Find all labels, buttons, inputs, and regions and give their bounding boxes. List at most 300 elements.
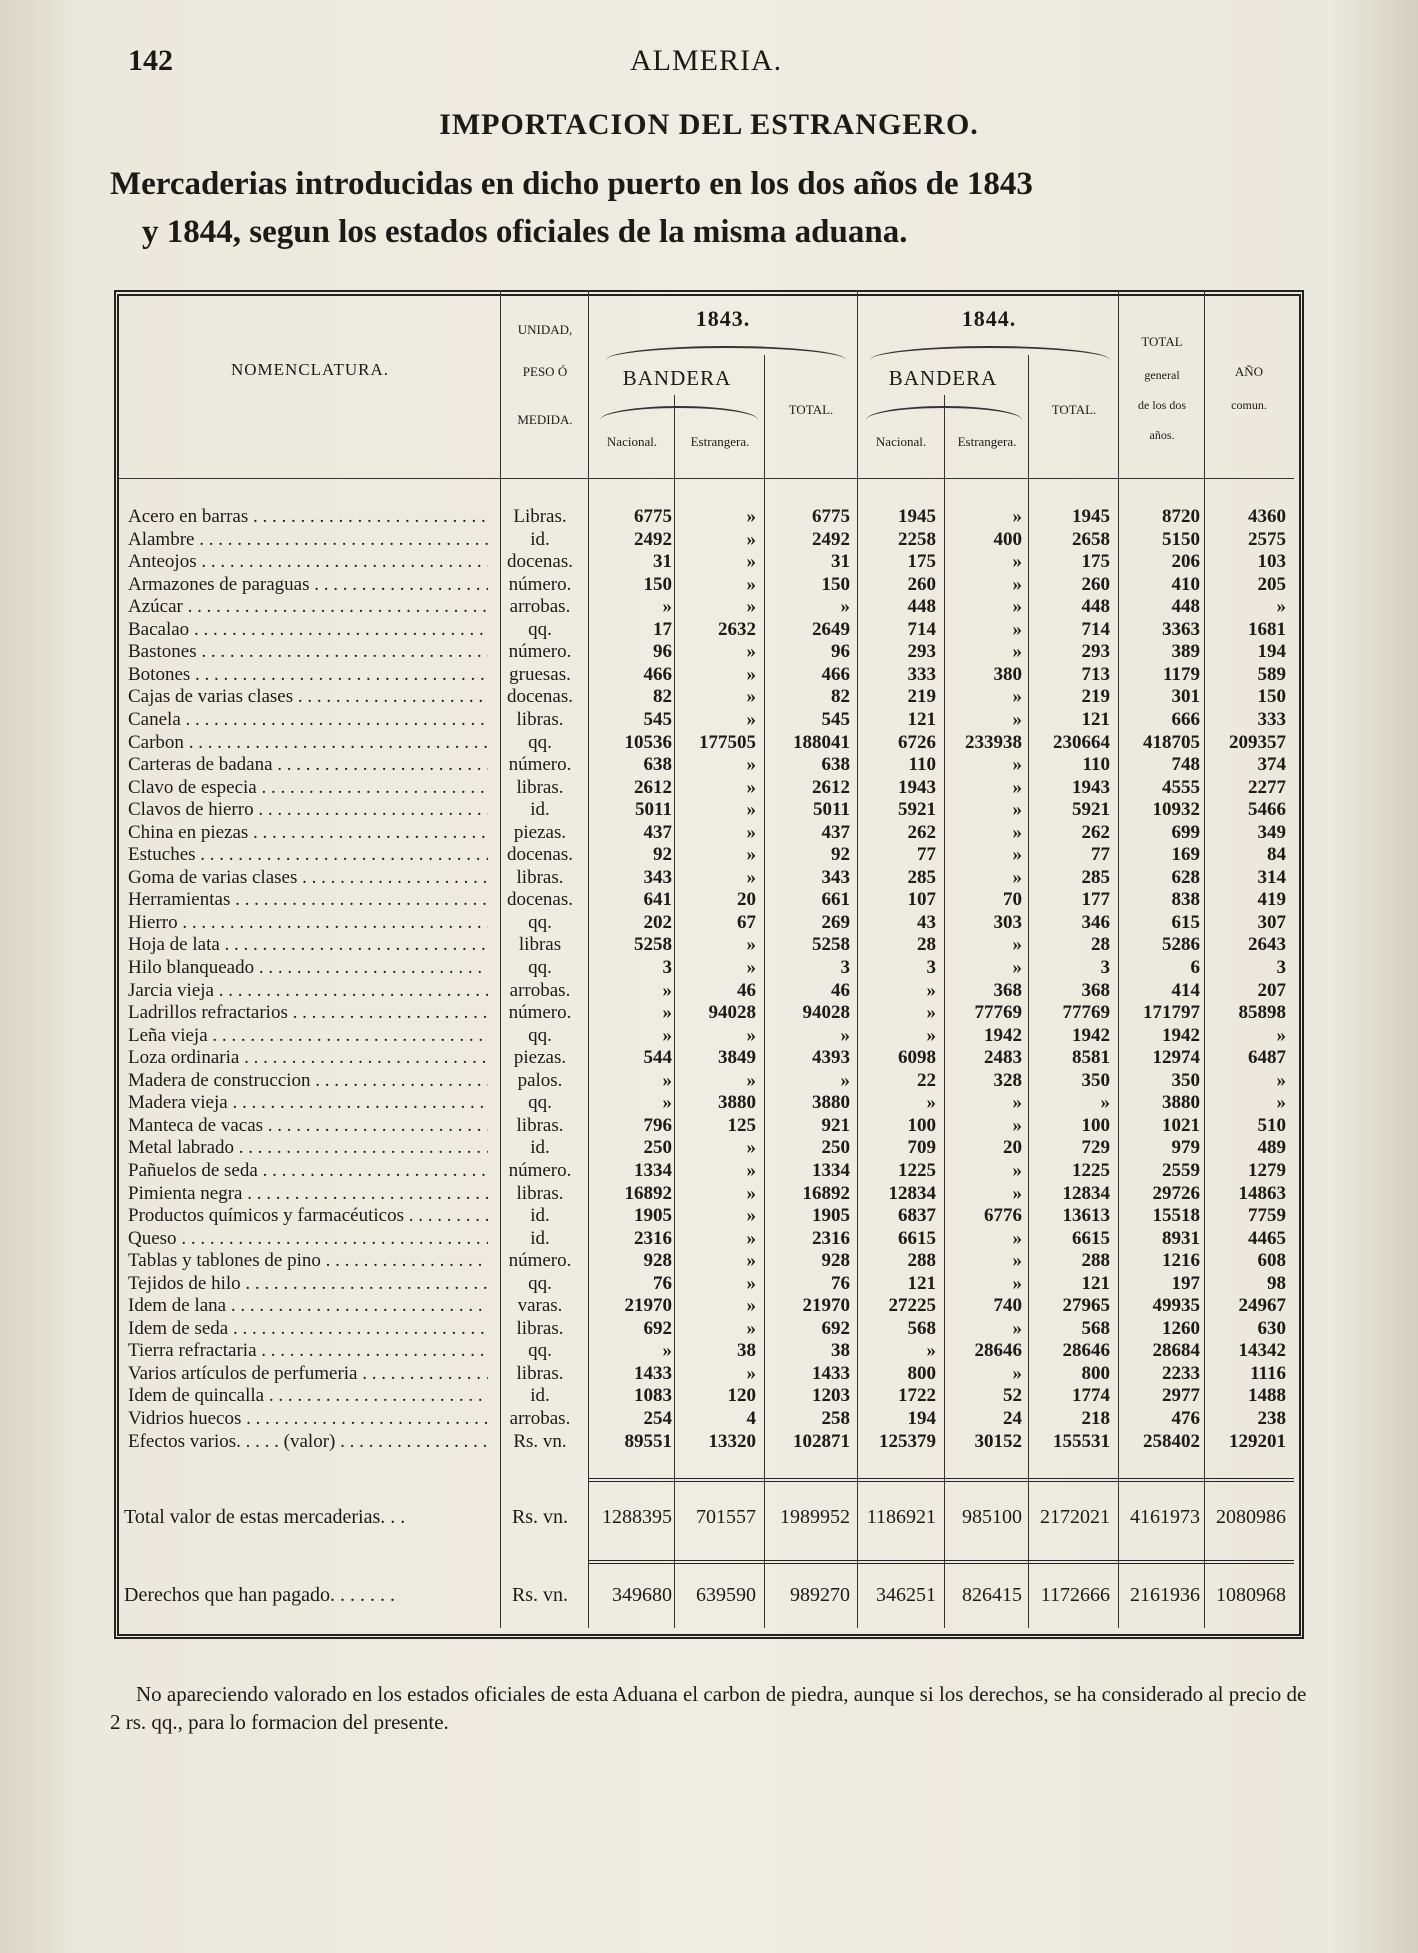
row-value: 414 bbox=[1171, 979, 1200, 1001]
row-value: » bbox=[926, 1024, 936, 1046]
row-value: 3363 bbox=[1162, 618, 1200, 640]
row-value: » bbox=[1012, 686, 1022, 708]
row-value: 28 bbox=[917, 934, 936, 956]
row-value: 5011 bbox=[635, 799, 672, 821]
row-nomenclatura: Loza ordinaria . . . bbox=[128, 1047, 488, 1069]
row-value: 630 bbox=[1257, 1317, 1286, 1339]
row-unidad: id. bbox=[530, 799, 550, 821]
row-value: 1260 bbox=[1162, 1317, 1200, 1339]
row-value: 219 bbox=[1081, 686, 1110, 708]
row-value: 205 bbox=[1257, 573, 1286, 595]
row-value: 38 bbox=[737, 1340, 756, 1362]
row-value: 107 bbox=[907, 889, 936, 911]
row-value: 169 bbox=[1171, 844, 1200, 866]
row-unidad: qq. bbox=[528, 1092, 552, 1114]
row-unidad: Libras. bbox=[513, 506, 567, 527]
page-number: 142 bbox=[128, 44, 173, 77]
row-nomenclatura: Tierra refractaria . . . bbox=[128, 1340, 488, 1362]
total_row-value: 1989952 bbox=[780, 1506, 850, 1528]
row-value: 714 bbox=[1081, 618, 1110, 640]
row-value: 5921 bbox=[898, 799, 936, 821]
row-value: 82 bbox=[831, 686, 850, 708]
row-value: 285 bbox=[907, 866, 936, 888]
row-nomenclatura: Azúcar . . . bbox=[128, 596, 488, 618]
row-value: » bbox=[746, 866, 756, 888]
row-unidad: arrobas. bbox=[509, 1408, 571, 1429]
row-value: 729 bbox=[1081, 1137, 1110, 1159]
row-value: 5921 bbox=[1072, 799, 1110, 821]
total-1844: TOTAL. bbox=[1051, 402, 1097, 417]
total-general-1: TOTAL bbox=[1141, 334, 1183, 349]
row-value: » bbox=[840, 1069, 850, 1091]
row-value: 6098 bbox=[898, 1047, 936, 1069]
row-unidad: gruesas. bbox=[509, 663, 571, 685]
row-value: 1905 bbox=[812, 1205, 850, 1227]
row-value: » bbox=[746, 641, 756, 663]
row-value: » bbox=[1012, 1159, 1022, 1181]
row-nomenclatura: Vidrios huecos . . . bbox=[128, 1408, 488, 1430]
row-value: » bbox=[746, 799, 756, 821]
row-nomenclatura: Efectos varios. . . . . (valor) . . . bbox=[128, 1431, 488, 1453]
row-value: 258 bbox=[821, 1408, 850, 1429]
row-value: 400 bbox=[993, 528, 1022, 550]
bandera-1844: BANDERA bbox=[888, 366, 998, 390]
row-value: 638 bbox=[821, 754, 850, 776]
row-value: 194 bbox=[907, 1408, 936, 1429]
row-value: » bbox=[1012, 596, 1022, 618]
row-value: 3880 bbox=[812, 1092, 850, 1114]
row-value: 307 bbox=[1257, 911, 1286, 933]
row-value: 1942 bbox=[1072, 1024, 1110, 1046]
row-value: 31 bbox=[831, 551, 850, 573]
row-value: 100 bbox=[1081, 1114, 1110, 1136]
row-value: 368 bbox=[1081, 979, 1110, 1001]
row-value: 102871 bbox=[793, 1430, 850, 1452]
row-value: 10932 bbox=[1152, 799, 1200, 821]
total_row-value: 2172021 bbox=[1040, 1506, 1110, 1528]
row-value: 350 bbox=[1171, 1069, 1200, 1091]
row-value: 94028 bbox=[708, 1002, 756, 1024]
row-value: 1942 bbox=[984, 1024, 1022, 1046]
row-value: » bbox=[1012, 1182, 1022, 1204]
row-value: 8720 bbox=[1162, 506, 1200, 527]
row-value: 5466 bbox=[1248, 799, 1286, 821]
row-unidad: libras. bbox=[516, 776, 564, 798]
row-value: 29726 bbox=[1152, 1182, 1200, 1204]
row-value: » bbox=[746, 1227, 756, 1249]
row-unidad: varas. bbox=[517, 1295, 563, 1317]
row-value: 288 bbox=[907, 1250, 936, 1272]
row-value: 748 bbox=[1171, 754, 1200, 776]
row-value: 6837 bbox=[898, 1205, 936, 1227]
year-1844: 1844. bbox=[961, 306, 1017, 331]
row-value: 121 bbox=[907, 1272, 936, 1294]
row-value: 12974 bbox=[1152, 1047, 1200, 1069]
row-value: 6775 bbox=[812, 506, 850, 527]
row-value: 1216 bbox=[1162, 1250, 1200, 1272]
row-value: 437 bbox=[821, 821, 850, 843]
row-value: 796 bbox=[643, 1114, 672, 1136]
row-value: 740 bbox=[993, 1295, 1022, 1317]
row-value: 389 bbox=[1171, 641, 1200, 663]
row-unidad: qq. bbox=[528, 1272, 552, 1294]
row-value: 2643 bbox=[1248, 934, 1286, 956]
row-value: » bbox=[662, 979, 672, 1001]
row-value: 3880 bbox=[1162, 1092, 1200, 1114]
row-value: 38 bbox=[831, 1340, 850, 1362]
row-value: 545 bbox=[821, 708, 850, 730]
row-value: 628 bbox=[1171, 866, 1200, 888]
row-value: 448 bbox=[1081, 596, 1110, 618]
row-unidad: id. bbox=[530, 528, 550, 550]
derechos_row-value: 346251 bbox=[876, 1584, 936, 1606]
row-value: 489 bbox=[1257, 1137, 1286, 1159]
row-value: 437 bbox=[643, 821, 672, 843]
row-value: 209357 bbox=[1229, 731, 1286, 753]
row-value: 476 bbox=[1171, 1408, 1200, 1429]
total_row-value: 4161973 bbox=[1130, 1506, 1200, 1528]
row-value: 150 bbox=[643, 573, 672, 595]
row-unidad: libras. bbox=[516, 866, 564, 888]
row-value: 921 bbox=[821, 1114, 850, 1136]
row-value: 262 bbox=[1081, 821, 1110, 843]
row-value: 2612 bbox=[812, 776, 850, 798]
row-value: 110 bbox=[908, 754, 936, 776]
row-value: 3 bbox=[1100, 957, 1110, 978]
row-nomenclatura: Leña vieja . . . bbox=[128, 1025, 488, 1047]
row-value: 3880 bbox=[718, 1092, 756, 1114]
row-value: 1021 bbox=[1162, 1114, 1200, 1136]
row-value: » bbox=[926, 1340, 936, 1362]
row-value: » bbox=[746, 1159, 756, 1181]
row-value: 1225 bbox=[898, 1159, 936, 1181]
ano-comun-2: comun. bbox=[1231, 398, 1267, 412]
derechos_row-value: 1172666 bbox=[1040, 1584, 1110, 1606]
total-label: Total valor de estas mercaderias. . . bbox=[124, 1506, 406, 1528]
row-unidad: número. bbox=[508, 754, 572, 776]
row-value: 43 bbox=[917, 911, 936, 933]
row-value: 349 bbox=[1257, 821, 1286, 843]
row-value: 14863 bbox=[1238, 1182, 1286, 1204]
row-value: 1945 bbox=[898, 506, 936, 527]
row-value: 1722 bbox=[898, 1385, 936, 1407]
row-value: » bbox=[746, 1317, 756, 1339]
row-value: 6487 bbox=[1248, 1047, 1286, 1069]
row-nomenclatura: Tejidos de hilo . . . bbox=[128, 1273, 488, 1295]
row-value: 110 bbox=[1082, 754, 1110, 776]
row-nomenclatura: Manteca de vacas . . . bbox=[128, 1115, 488, 1137]
row-nomenclatura: Estuches . . . bbox=[128, 844, 488, 866]
row-value: » bbox=[746, 573, 756, 595]
row-value: 301 bbox=[1171, 686, 1200, 708]
subtitle-line-2: y 1844, segun los estados oficiales de la misma aduana. bbox=[142, 214, 908, 250]
row-value: 238 bbox=[1257, 1408, 1286, 1429]
row-value: 2612 bbox=[634, 776, 672, 798]
row-value: 5286 bbox=[1162, 934, 1200, 956]
row-value: 218 bbox=[1081, 1408, 1110, 1429]
row-value: » bbox=[1012, 1272, 1022, 1294]
row-value: 1942 bbox=[1162, 1024, 1200, 1046]
row-value: 175 bbox=[907, 551, 936, 573]
row-value: 28646 bbox=[974, 1340, 1022, 1362]
row-value: » bbox=[840, 596, 850, 618]
row-unidad: libras. bbox=[516, 708, 564, 730]
row-value: 171797 bbox=[1143, 1002, 1200, 1024]
derechos-label: Derechos que han pagado. . . . . . . bbox=[124, 1584, 396, 1606]
row-nomenclatura: Tablas y tablones de pino . . . bbox=[128, 1250, 488, 1272]
row-value: 129201 bbox=[1229, 1430, 1286, 1452]
row-value: 16892 bbox=[624, 1182, 672, 1204]
row-value: 1083 bbox=[634, 1385, 672, 1407]
row-value: 333 bbox=[907, 663, 936, 685]
row-value: » bbox=[1012, 618, 1022, 640]
row-nomenclatura: Idem de seda . . . bbox=[128, 1318, 488, 1340]
row-value: » bbox=[926, 1002, 936, 1024]
row-unidad: arrobas. bbox=[509, 596, 571, 618]
row-value: 1179 bbox=[1163, 663, 1200, 685]
running-title: ALMERIA. bbox=[630, 44, 783, 77]
row-value: 2492 bbox=[634, 528, 672, 550]
row-value: 713 bbox=[1081, 663, 1110, 685]
row-value: 699 bbox=[1171, 821, 1200, 843]
row-value: » bbox=[746, 1362, 756, 1384]
row-unidad: libras. bbox=[516, 1317, 564, 1339]
row-value: 24967 bbox=[1238, 1295, 1286, 1317]
row-value: 175 bbox=[1081, 551, 1110, 573]
row-nomenclatura: Clavo de especia . . . bbox=[128, 777, 488, 799]
row-value: » bbox=[662, 1340, 672, 1362]
row-value: » bbox=[1012, 1317, 1022, 1339]
row-value: 260 bbox=[1081, 573, 1110, 595]
row-value: » bbox=[1012, 934, 1022, 956]
row-value: 1279 bbox=[1248, 1159, 1286, 1181]
row-value: 328 bbox=[993, 1069, 1022, 1091]
row-value: » bbox=[1012, 754, 1022, 776]
row-value: 31 bbox=[653, 551, 672, 573]
row-nomenclatura: China en piezas . . . bbox=[128, 822, 488, 844]
row-value: 77769 bbox=[1062, 1002, 1110, 1024]
row-value: 197 bbox=[1171, 1272, 1200, 1294]
row-value: 666 bbox=[1171, 708, 1200, 730]
row-unidad: palos. bbox=[517, 1069, 563, 1091]
row-value: 77 bbox=[917, 844, 936, 866]
row-value: 94028 bbox=[802, 1002, 850, 1024]
row-value: 219 bbox=[907, 686, 936, 708]
row-unidad: libras. bbox=[516, 1114, 564, 1136]
row-value: 1334 bbox=[812, 1159, 850, 1181]
row-value: 27965 bbox=[1062, 1295, 1110, 1317]
row-value: 800 bbox=[1081, 1362, 1110, 1384]
row-value: 121 bbox=[1081, 1272, 1110, 1294]
derechos-rule bbox=[588, 1560, 1294, 1564]
row-value: 3 bbox=[840, 957, 850, 978]
row-value: 89551 bbox=[624, 1430, 672, 1452]
row-value: » bbox=[662, 1002, 672, 1024]
row-unidad: libras. bbox=[516, 1182, 564, 1204]
row-value: 568 bbox=[907, 1317, 936, 1339]
row-value: » bbox=[746, 596, 756, 618]
row-value: 207 bbox=[1257, 979, 1286, 1001]
row-value: 7759 bbox=[1248, 1205, 1286, 1227]
total-general-4: años. bbox=[1149, 428, 1175, 442]
row-unidad: qq. bbox=[528, 618, 552, 640]
row-value: 1681 bbox=[1248, 618, 1286, 640]
row-value: 27225 bbox=[888, 1295, 936, 1317]
derechos-unit: Rs. vn. bbox=[511, 1584, 569, 1606]
row-value: » bbox=[746, 754, 756, 776]
row-value: 2277 bbox=[1248, 776, 1286, 798]
year-1843: 1843. bbox=[695, 306, 751, 331]
estrangera-1844: Estrangera. bbox=[957, 434, 1017, 449]
derechos_row-value: 349680 bbox=[612, 1584, 672, 1606]
row-value: 155531 bbox=[1053, 1430, 1110, 1452]
row-value: » bbox=[1012, 799, 1022, 821]
row-value: 52 bbox=[1003, 1385, 1022, 1407]
row-value: 8581 bbox=[1072, 1047, 1110, 1069]
total-general-2: general bbox=[1144, 368, 1180, 382]
row-value: » bbox=[1012, 866, 1022, 888]
row-value: 2233 bbox=[1162, 1362, 1200, 1384]
row-nomenclatura: Acero en barras . . . bbox=[128, 506, 488, 528]
row-value: 1943 bbox=[1072, 776, 1110, 798]
row-value: 21970 bbox=[802, 1295, 850, 1317]
row-value: 28646 bbox=[1062, 1340, 1110, 1362]
row-value: 5150 bbox=[1162, 528, 1200, 550]
row-unidad: qq. bbox=[528, 1340, 552, 1362]
row-value: 589 bbox=[1257, 663, 1286, 685]
row-value: 2559 bbox=[1162, 1159, 1200, 1181]
derechos_row-value: 989270 bbox=[790, 1584, 850, 1606]
row-value: 1488 bbox=[1248, 1385, 1286, 1407]
row-value: 76 bbox=[653, 1272, 672, 1294]
row-nomenclatura: Cajas de varias clases . . . bbox=[128, 686, 488, 708]
row-value: 2658 bbox=[1072, 528, 1110, 550]
row-value: 2483 bbox=[984, 1047, 1022, 1069]
row-value: 6726 bbox=[898, 731, 936, 753]
row-value: 206 bbox=[1171, 551, 1200, 573]
row-value: » bbox=[746, 506, 756, 527]
subtitle-line-1: Mercaderias introducidas en dicho puerto en los dos años de 1843 bbox=[110, 166, 1033, 202]
row-value: » bbox=[1012, 708, 1022, 730]
row-value: 3849 bbox=[718, 1047, 756, 1069]
row-value: 125 bbox=[727, 1114, 756, 1136]
row-value: 20 bbox=[1003, 1137, 1022, 1159]
row-value: » bbox=[662, 1024, 672, 1046]
row-value: 188041 bbox=[793, 731, 850, 753]
total_row-value: 2080986 bbox=[1216, 1506, 1286, 1528]
total_row-value: 701557 bbox=[696, 1506, 756, 1528]
row-value: 714 bbox=[907, 618, 936, 640]
row-value: 269 bbox=[821, 911, 850, 933]
row-value: 568 bbox=[1081, 1317, 1110, 1339]
row-value: 10536 bbox=[624, 731, 672, 753]
row-value: 928 bbox=[643, 1250, 672, 1272]
row-value: 100 bbox=[907, 1114, 936, 1136]
row-value: » bbox=[746, 821, 756, 843]
row-value: » bbox=[746, 1069, 756, 1091]
row-value: 202 bbox=[643, 911, 672, 933]
row-value: 67 bbox=[737, 911, 756, 933]
row-value: 3 bbox=[926, 957, 936, 978]
row-value: 5258 bbox=[634, 934, 672, 956]
row-value: 4 bbox=[746, 1408, 756, 1429]
row-nomenclatura: Metal labrado . . . bbox=[128, 1137, 488, 1159]
row-value: 418705 bbox=[1143, 731, 1200, 753]
row-value: 333 bbox=[1257, 708, 1286, 730]
estrangera-1843: Estrangera. bbox=[690, 434, 750, 449]
row-value: 5258 bbox=[812, 934, 850, 956]
row-value: » bbox=[1012, 821, 1022, 843]
row-nomenclatura: Idem de quincalla . . . bbox=[128, 1385, 488, 1407]
total_row-value: 985100 bbox=[962, 1506, 1022, 1528]
row-value: 120 bbox=[727, 1385, 756, 1407]
row-value: 638 bbox=[643, 754, 672, 776]
row-value: » bbox=[1012, 1227, 1022, 1249]
row-nomenclatura: Armazones de paraguas . . . bbox=[128, 574, 488, 596]
row-value: 85898 bbox=[1238, 1002, 1286, 1024]
row-value: » bbox=[746, 957, 756, 978]
row-unidad: arrobas. bbox=[509, 979, 571, 1001]
row-value: 928 bbox=[821, 1250, 850, 1272]
row-value: 16892 bbox=[802, 1182, 850, 1204]
row-value: 49935 bbox=[1152, 1295, 1200, 1317]
row-value: 3 bbox=[662, 957, 672, 978]
row-value: 1433 bbox=[812, 1362, 850, 1384]
row-value: 419 bbox=[1257, 889, 1286, 911]
row-value: 254 bbox=[643, 1408, 672, 1429]
row-unidad: docenas. bbox=[507, 686, 573, 708]
row-value: 6775 bbox=[634, 506, 672, 527]
row-value: 288 bbox=[1081, 1250, 1110, 1272]
row-value: 121 bbox=[1081, 708, 1110, 730]
row-nomenclatura: Pimienta negra . . . bbox=[128, 1183, 488, 1205]
row-nomenclatura: Hierro . . . bbox=[128, 912, 488, 934]
row-value: 76 bbox=[831, 1272, 850, 1294]
row-value: » bbox=[662, 596, 672, 618]
row-unidad: qq. bbox=[528, 911, 552, 933]
row-value: » bbox=[1276, 596, 1286, 618]
row-value: 410 bbox=[1171, 573, 1200, 595]
row-value: » bbox=[746, 1137, 756, 1159]
row-value: » bbox=[1012, 1362, 1022, 1384]
row-value: 2977 bbox=[1162, 1385, 1200, 1407]
row-value: 20 bbox=[737, 889, 756, 911]
subtitle bbox=[110, 160, 1310, 256]
row-nomenclatura: Madera de construccion . . . bbox=[128, 1070, 488, 1092]
row-value: 15518 bbox=[1152, 1205, 1200, 1227]
row-value: » bbox=[1012, 957, 1022, 978]
row-value: » bbox=[840, 1024, 850, 1046]
row-value: 250 bbox=[643, 1137, 672, 1159]
row-nomenclatura: Ladrillos refractarios . . . bbox=[128, 1002, 488, 1024]
total_row-value: 1186921 bbox=[866, 1506, 936, 1528]
row-unidad: docenas. bbox=[507, 889, 573, 911]
row-value: 98 bbox=[1267, 1272, 1286, 1294]
row-value: 303 bbox=[993, 911, 1022, 933]
row-value: 545 bbox=[643, 708, 672, 730]
row-unidad: qq. bbox=[528, 1024, 552, 1046]
col-header-unidad-2: PESO Ó bbox=[522, 364, 568, 379]
row-value: 350 bbox=[1081, 1069, 1110, 1091]
row-value: » bbox=[746, 663, 756, 685]
row-value: » bbox=[1012, 1092, 1022, 1114]
row-value: 13320 bbox=[708, 1430, 756, 1452]
row-value: 979 bbox=[1171, 1137, 1200, 1159]
row-value: 1905 bbox=[634, 1205, 672, 1227]
row-unidad: piezas. bbox=[513, 821, 567, 843]
row-unidad: docenas. bbox=[507, 844, 573, 866]
row-value: » bbox=[746, 686, 756, 708]
